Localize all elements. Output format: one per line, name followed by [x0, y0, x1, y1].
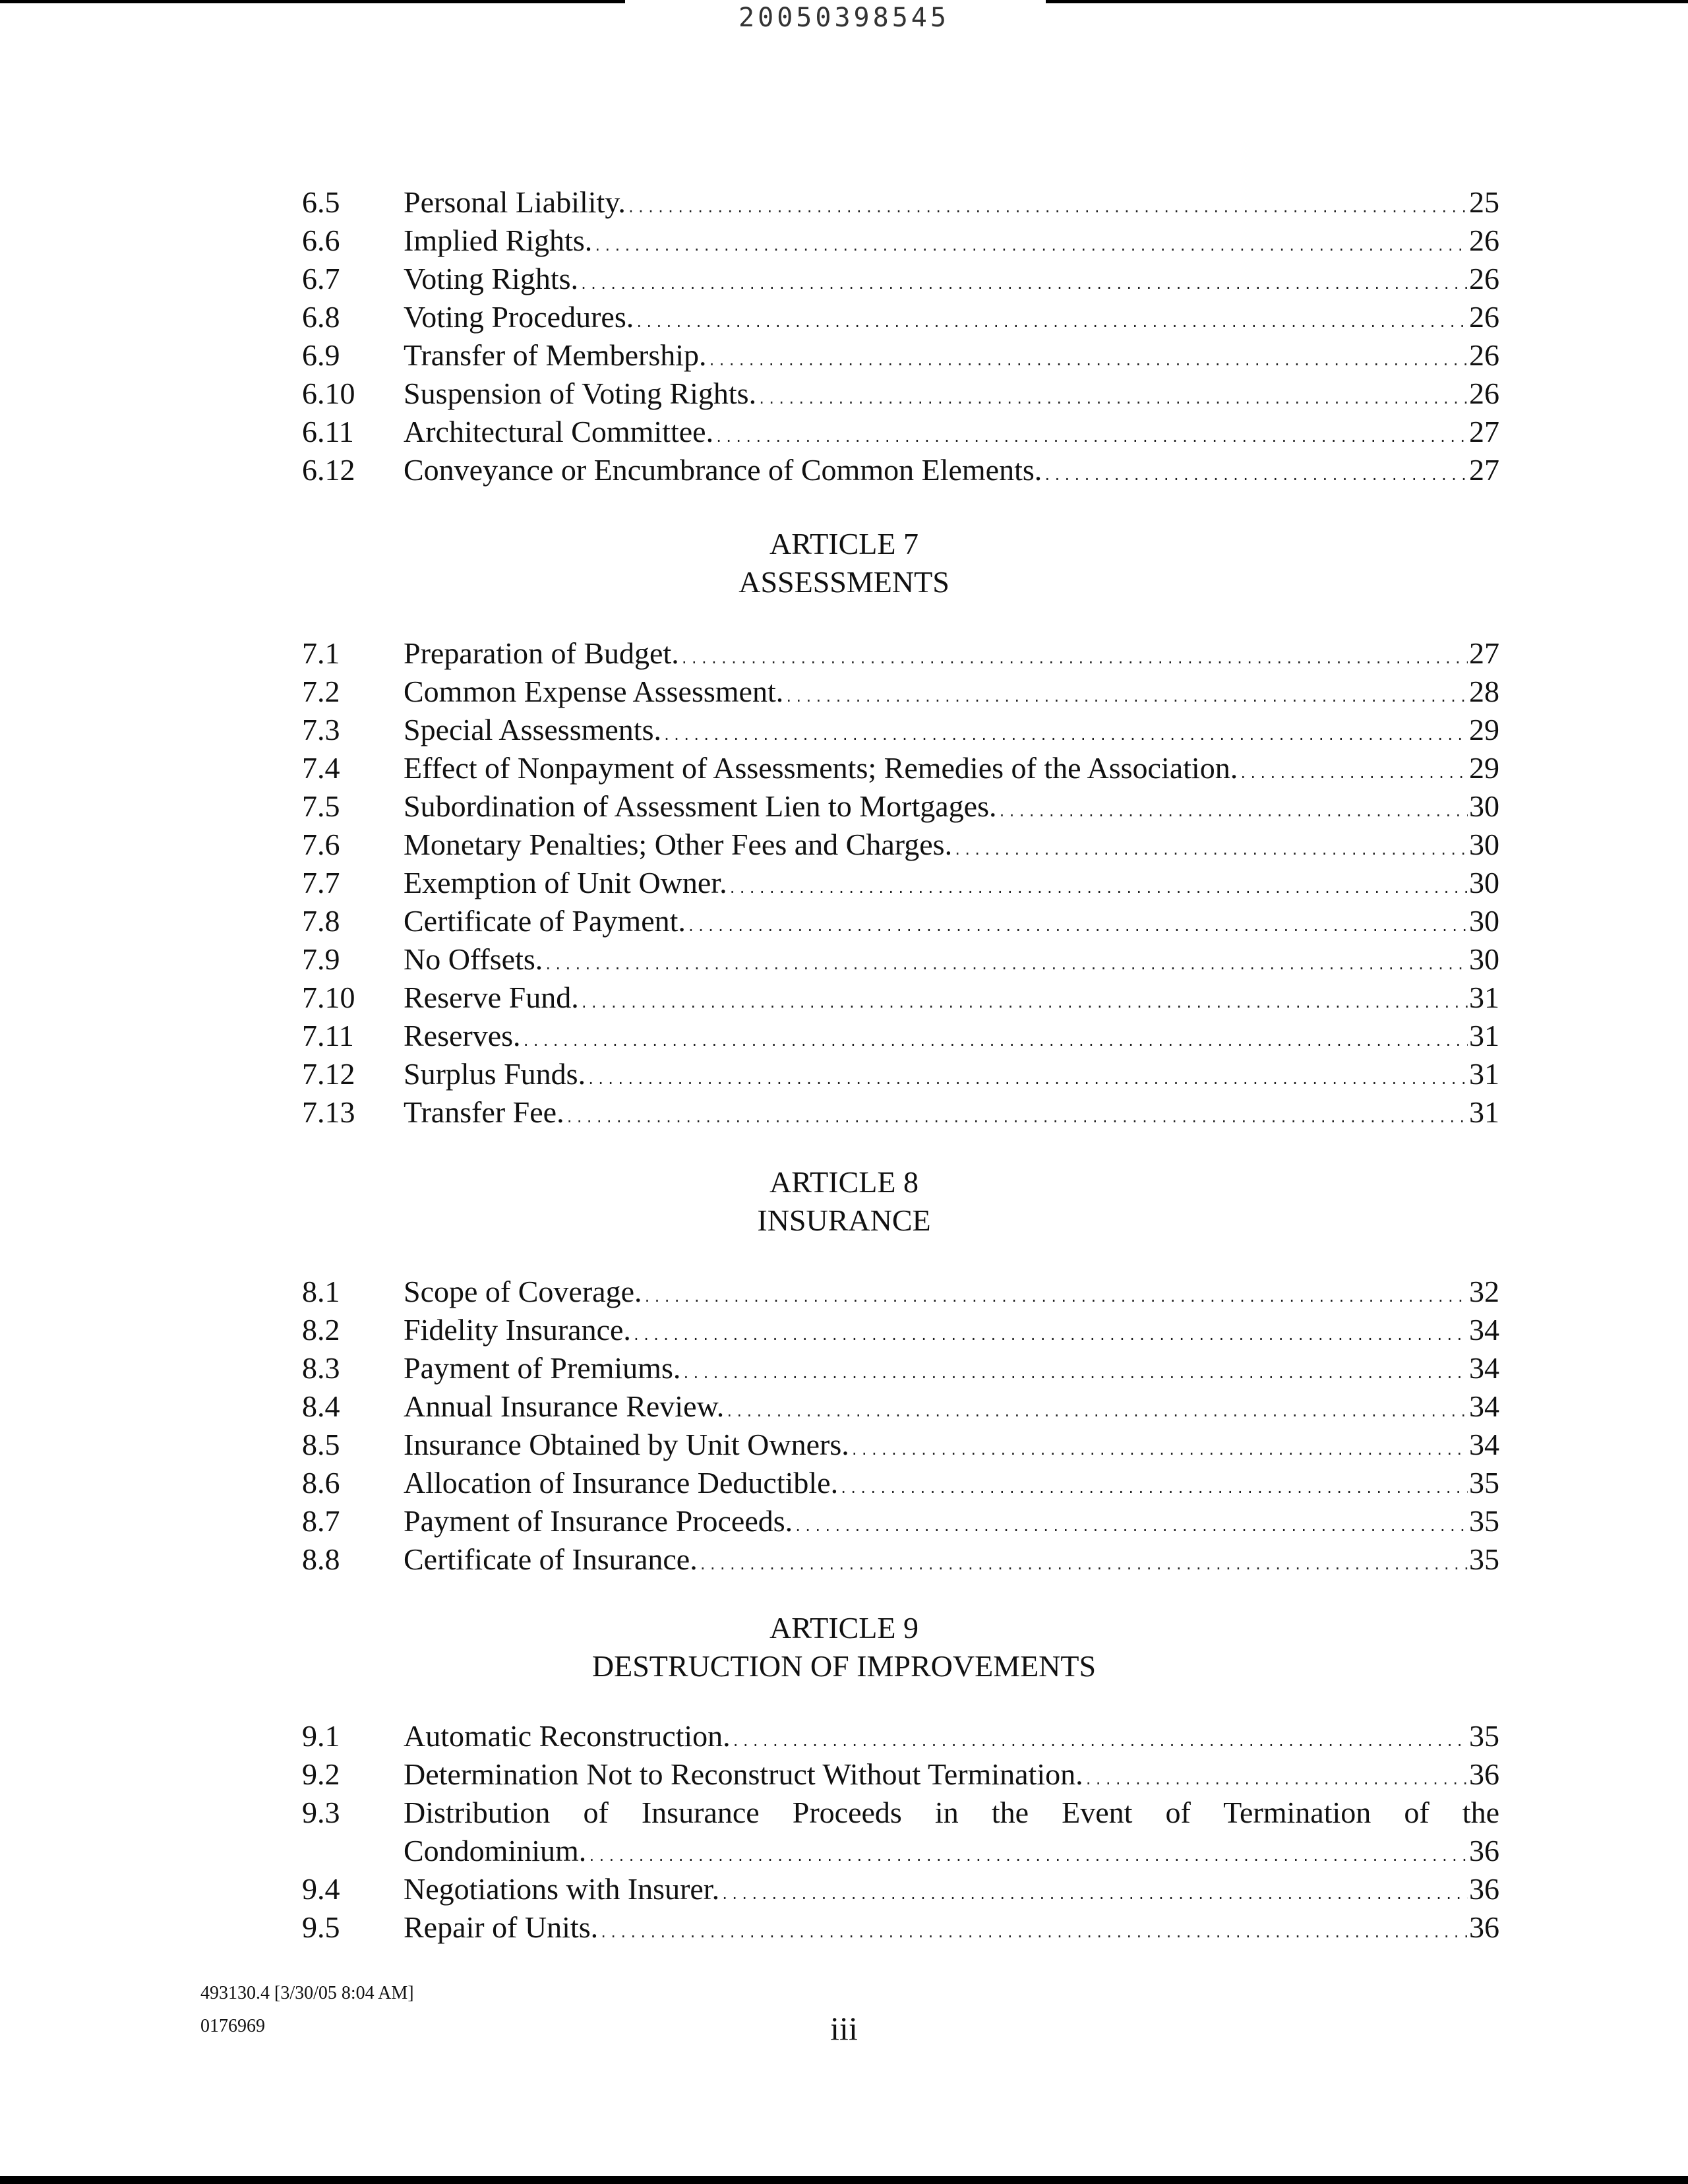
section-title: Personal Liability. [404, 185, 626, 219]
toc-entry-7-8[interactable] [0, 902, 1688, 940]
toc-entry-8-2[interactable] [0, 1311, 1688, 1349]
section-number: 8.1 [302, 1275, 340, 1308]
toc-entry-8-1[interactable] [0, 1273, 1688, 1311]
section-title: Common Expense Assessment. [404, 675, 784, 708]
section-number: 7.9 [302, 942, 340, 976]
section-title: Effect of Nonpayment of Assessments; Remedies of the Association. [404, 751, 1238, 785]
toc-entry-8-8[interactable] [0, 1540, 1688, 1579]
toc-entry-7-12[interactable] [0, 1055, 1688, 1093]
page-number: 36 [1469, 1872, 1499, 1906]
section-title: No Offsets. [404, 942, 543, 976]
toc-entry-9-3[interactable] [0, 1794, 1688, 1832]
page-number: 30 [1469, 828, 1499, 861]
article-8-label: ARTICLE 8 [769, 1165, 919, 1199]
toc-entry-7-4[interactable] [0, 749, 1688, 787]
toc-entry-7-11[interactable] [0, 1017, 1688, 1055]
toc-entry-7-7[interactable] [0, 864, 1688, 902]
toc-entry-9-3-continued[interactable] [0, 1832, 1688, 1870]
section-number: 7.7 [302, 866, 340, 899]
section-title: Certificate of Insurance. [404, 1542, 698, 1576]
section-title-line-2: Condominium. [404, 1834, 587, 1867]
page-number: 34 [1469, 1428, 1499, 1461]
toc-entry-6-8[interactable] [0, 298, 1688, 336]
page-number: 29 [1469, 713, 1499, 746]
page-number: 36 [1469, 1910, 1499, 1944]
toc-entry-6-6[interactable] [0, 222, 1688, 260]
footer-client-number: 0176969 [200, 2016, 265, 2036]
page-number: 30 [1469, 789, 1499, 823]
toc-entry-7-13[interactable] [0, 1093, 1688, 1132]
page-number: 27 [1469, 453, 1499, 487]
toc-entry-8-7[interactable] [0, 1502, 1688, 1540]
page-number: 35 [1469, 1719, 1499, 1753]
section-number: 8.2 [302, 1313, 340, 1347]
page-number: 35 [1469, 1466, 1499, 1500]
section-number: 9.4 [302, 1872, 340, 1906]
section-title: Payment of Premiums. [404, 1351, 681, 1385]
page-number: 26 [1469, 262, 1499, 295]
section-number: 9.3 [302, 1796, 340, 1829]
section-number: 8.7 [302, 1504, 340, 1538]
article-8-title: INSURANCE [757, 1203, 931, 1237]
section-title: Reserve Fund. [404, 981, 579, 1014]
section-title: Determination Not to Reconstruct Without Termination. [404, 1757, 1083, 1791]
section-title: Architectural Committee. [404, 415, 714, 448]
section-number: 6.8 [302, 300, 340, 334]
page-number: 30 [1469, 942, 1499, 976]
toc-entry-7-5[interactable] [0, 787, 1688, 826]
section-title: Voting Rights. [404, 262, 578, 295]
section-number: 6.6 [302, 224, 340, 257]
section-title: Exemption of Unit Owner. [404, 866, 727, 899]
section-title: Surplus Funds. [404, 1057, 586, 1091]
section-number: 7.12 [302, 1057, 355, 1091]
section-number: 9.5 [302, 1910, 340, 1944]
section-title: Payment of Insurance Proceeds. [404, 1504, 793, 1538]
section-number: 6.10 [302, 377, 355, 410]
page-number: 34 [1469, 1389, 1499, 1423]
article-7-title: ASSESSMENTS [738, 565, 950, 599]
toc-entry-7-3[interactable] [0, 711, 1688, 749]
toc-entry-7-10[interactable] [0, 979, 1688, 1017]
toc-entry-9-4[interactable] [0, 1870, 1688, 1908]
page-number: 31 [1469, 1057, 1499, 1091]
section-number: 9.2 [302, 1757, 340, 1791]
page-number: 27 [1469, 636, 1499, 670]
dot-leader [599, 1914, 1468, 1952]
page-number: 30 [1469, 904, 1499, 938]
toc-entry-6-9[interactable] [0, 336, 1688, 375]
section-number: 6.12 [302, 453, 355, 487]
page-number: 36 [1469, 1757, 1499, 1791]
page-number: 27 [1469, 415, 1499, 448]
toc-entry-8-5[interactable] [0, 1426, 1688, 1464]
article-9-label: ARTICLE 9 [769, 1611, 919, 1645]
page-number: 36 [1469, 1834, 1499, 1867]
page-number: 26 [1469, 224, 1499, 257]
page-number: 32 [1469, 1275, 1499, 1308]
page-number: 26 [1469, 338, 1499, 372]
page-number: 30 [1469, 866, 1499, 899]
section-title: Subordination of Assessment Lien to Mortgages. [404, 789, 997, 823]
toc-entry-9-2[interactable] [0, 1755, 1688, 1794]
section-title: Fidelity Insurance. [404, 1313, 631, 1347]
toc-entry-9-1[interactable] [0, 1717, 1688, 1755]
toc-entry-7-6[interactable] [0, 826, 1688, 864]
section-title: Preparation of Budget. [404, 636, 679, 670]
section-title: Negotiations with Insurer. [404, 1872, 720, 1906]
toc-entry-8-3[interactable] [0, 1349, 1688, 1387]
toc-entry-7-9[interactable] [0, 940, 1688, 979]
toc-entry-8-6[interactable] [0, 1464, 1688, 1502]
section-title: Suspension of Voting Rights. [404, 377, 757, 410]
section-number: 7.11 [302, 1019, 354, 1052]
page-number: 35 [1469, 1504, 1499, 1538]
toc-entry-6-10[interactable] [0, 375, 1688, 413]
section-title: Implied Rights. [404, 224, 593, 257]
section-number: 6.5 [302, 185, 340, 219]
section-number: 6.9 [302, 338, 340, 372]
page-number: 31 [1469, 981, 1499, 1014]
section-title: Insurance Obtained by Unit Owners. [404, 1428, 849, 1461]
footer-doc-ref: 493130.4 [3/30/05 8:04 AM] [200, 1983, 414, 2003]
dot-leader [1043, 456, 1468, 495]
section-title: Allocation of Insurance Deductible. [404, 1466, 839, 1500]
section-title: Automatic Reconstruction. [404, 1719, 731, 1753]
page-number: 31 [1469, 1019, 1499, 1052]
document-number: 20050398545 [738, 3, 950, 33]
page-number: 26 [1469, 377, 1499, 410]
toc-entry-6-12[interactable] [0, 451, 1688, 489]
section-title: Conveyance or Encumbrance of Common Elements. [404, 453, 1042, 487]
section-title: Transfer Fee. [404, 1095, 564, 1129]
section-number: 6.7 [302, 262, 340, 295]
page-number: 29 [1469, 751, 1499, 785]
section-title: Transfer of Membership. [404, 338, 707, 372]
page-number: 34 [1469, 1313, 1499, 1347]
toc-entry-6-5[interactable] [0, 183, 1688, 222]
section-number: 8.6 [302, 1466, 340, 1500]
article-7-label: ARTICLE 7 [769, 527, 919, 561]
section-number: 7.2 [302, 675, 340, 708]
page-number-footer: iii [830, 2010, 858, 2047]
page-number: 34 [1469, 1351, 1499, 1385]
section-number: 7.6 [302, 828, 340, 861]
section-number: 7.1 [302, 636, 340, 670]
page-number: 35 [1469, 1542, 1499, 1576]
toc-entry-6-7[interactable] [0, 260, 1688, 298]
section-number: 7.3 [302, 713, 340, 746]
section-title: Annual Insurance Review. [404, 1389, 725, 1423]
bottom-rule [0, 2176, 1688, 2184]
toc-entry-8-4[interactable] [0, 1387, 1688, 1426]
section-title: Scope of Coverage. [404, 1275, 642, 1308]
section-title: Reserves. [404, 1019, 521, 1052]
section-number: 7.4 [302, 751, 340, 785]
section-number: 7.13 [302, 1095, 355, 1129]
page-number: 31 [1469, 1095, 1499, 1129]
toc-entry-7-1[interactable] [0, 634, 1688, 673]
section-title: Repair of Units. [404, 1910, 599, 1944]
toc-entry-7-2[interactable] [0, 673, 1688, 711]
section-number: 9.1 [302, 1719, 340, 1753]
section-number: 8.8 [302, 1542, 340, 1576]
section-number: 8.3 [302, 1351, 340, 1385]
section-title: Certificate of Payment. [404, 904, 686, 938]
page-number: 25 [1469, 185, 1499, 219]
page-number: 28 [1469, 675, 1499, 708]
dot-leader [699, 1546, 1468, 1584]
section-title-line-1: Distribution of Insurance Proceeds in the Event of Termination of the [404, 1796, 1499, 1829]
page-number: 26 [1469, 300, 1499, 334]
toc-entry-6-11[interactable] [0, 413, 1688, 451]
section-number: 7.8 [302, 904, 340, 938]
section-number: 8.5 [302, 1428, 340, 1461]
section-number: 8.4 [302, 1389, 340, 1423]
article-9-title: DESTRUCTION OF IMPROVEMENTS [591, 1649, 1097, 1683]
section-title: Monetary Penalties; Other Fees and Charges. [404, 828, 953, 861]
section-number: 7.5 [302, 789, 340, 823]
section-title: Voting Procedures. [404, 300, 634, 334]
section-title: Special Assessments. [404, 713, 661, 746]
dot-leader [566, 1099, 1468, 1137]
toc-entry-9-5[interactable] [0, 1908, 1688, 1947]
section-number: 7.10 [302, 981, 355, 1014]
section-number: 6.11 [302, 415, 354, 448]
